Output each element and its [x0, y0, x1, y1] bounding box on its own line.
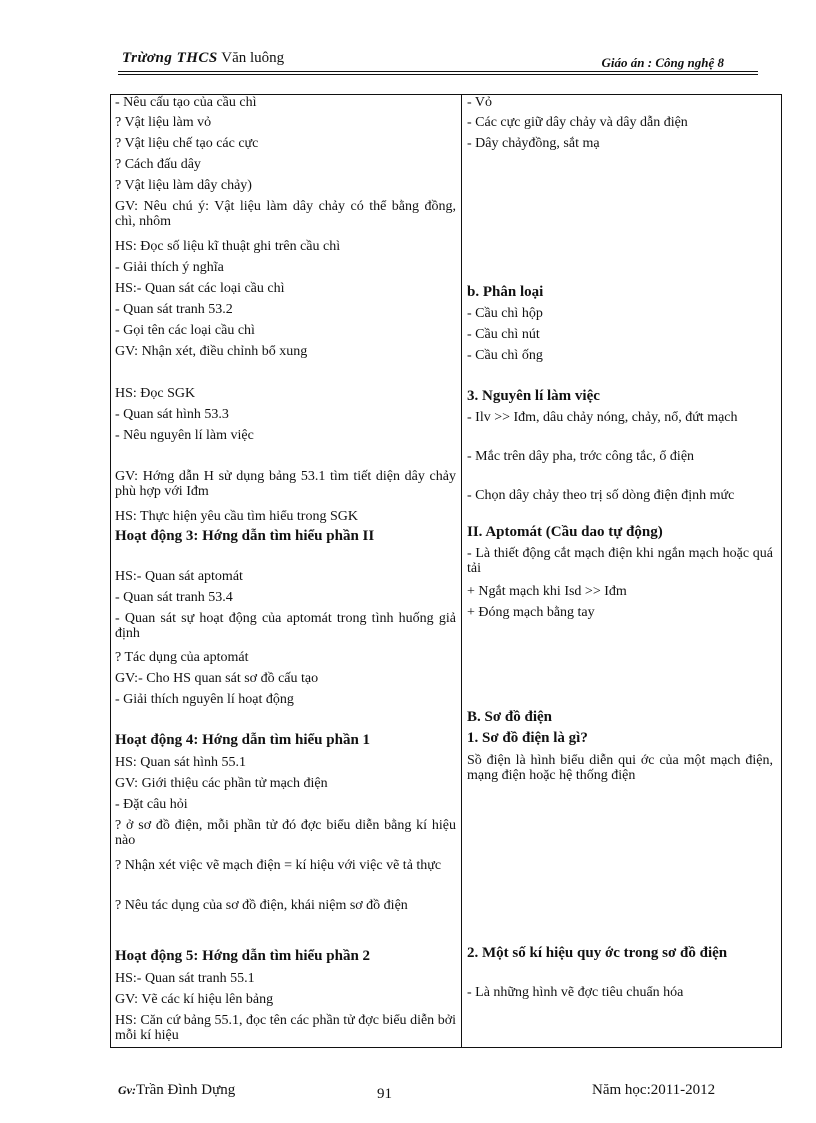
footer-gv-prefix: Gv: [118, 1083, 136, 1097]
text-line: ? Nêu tác dụng của sơ đồ điện, khái niệm sơ đồ điện [115, 898, 408, 913]
text-line: GV: Giới thiệu các phần tử mạch điện [115, 776, 328, 791]
text-line: - Dây chảyđồng, sắt mạ [467, 136, 600, 151]
text-line: - Gọi tên các loại cầu chì [115, 323, 255, 338]
text-line: - Chọn dây chảy theo trị số dòng điện định mức [467, 488, 735, 503]
text-line: Sồ điện là hình biểu diễn qui ớc của một mạch điện, mạng điện hoặc hệ thống điện [467, 753, 773, 783]
text-line: HS: Đọc số liệu kĩ thuật ghi trên cầu chì [115, 239, 341, 254]
footer-teacher [118, 1082, 235, 1099]
text-line: - Quan sát tranh 53.4 [115, 590, 233, 605]
text-line: - Đặt câu hỏi [115, 797, 188, 812]
section-heading: 2. Một số kí hiệu quy ớc trong sơ đồ điện [467, 945, 728, 961]
text-line: HS: Đọc SGK [115, 386, 196, 401]
text-line: - Giải thích nguyên lí hoạt động [115, 692, 294, 707]
section-heading: II. Aptomát (Cầu dao tự động) [467, 524, 663, 540]
text-line: HS:- Quan sát các loại cầu chì [115, 281, 285, 296]
header-school-name: Văn luông [221, 50, 285, 66]
text-line: - Các cực giữ dây chảy và dây dẫn điện [467, 115, 688, 130]
text-line: ? Vật liệu làm vỏ [115, 115, 212, 130]
section-heading: Hoạt động 4: Hớng dẫn tìm hiểu phần 1 [115, 732, 371, 748]
section-heading: Hoạt động 3: Hớng dẫn tìm hiểu phần II [115, 528, 375, 544]
page-number: 91 [377, 1086, 392, 1102]
text-line: - Vỏ [467, 95, 493, 110]
text-line: HS: Căn cứ bảng 55.1, đọc tên các phần tử đợc biểu diễn bởi mỗi kí hiệu [115, 1013, 456, 1043]
section-heading: b. Phân loại [467, 284, 544, 300]
header-school-prefix: Trừơng THCS [122, 50, 218, 66]
text-line: - Quan sát hình 53.3 [115, 407, 229, 422]
section-heading: Hoạt động 5: Hớng dẫn tìm hiểu phần 2 [115, 948, 371, 964]
text-line: - Nêu cấu tạo của cầu chì [115, 95, 257, 110]
header-rule-thin [118, 74, 758, 75]
school-year: Năm học:2011-2012 [592, 1082, 716, 1098]
text-line: - Ilv >> Iđm, dâu chảy nóng, chảy, nổ, đứt mạch [467, 410, 738, 425]
text-line: GV: Vẽ các kí hiệu lên bảng [115, 992, 274, 1007]
column-divider [461, 94, 462, 1048]
text-line: ? Nhận xét việc vẽ mạch điện = kí hiệu với việc vẽ tả thực [115, 858, 442, 873]
text-line: ? Tác dụng của aptomát [115, 650, 249, 665]
text-line: GV:- Cho HS quan sát sơ đồ cấu tạo [115, 671, 319, 686]
section-heading: 3. Nguyên lí làm việc [467, 388, 600, 404]
text-line: ? Vật liệu làm dây chảy) [115, 178, 252, 193]
text-line: - Quan sát tranh 53.2 [115, 302, 233, 317]
text-line: HS: Thực hiện yêu cầu tìm hiểu trong SGK [115, 509, 358, 524]
text-line: - Cầu chì ống [467, 348, 543, 363]
text-line: - Là thiết động cắt mạch điện khi ngắn mạch hoặc quá tải [467, 546, 773, 576]
header-rule-thick [118, 71, 758, 72]
text-line: GV: Nhận xét, điều chỉnh bổ xung [115, 344, 308, 359]
header-school [122, 50, 284, 67]
text-line: - Quan sát sự hoạt động của aptomát trong tình huống giả định [115, 611, 456, 641]
text-line: ? ở sơ đồ điện, mỗi phần tử đó đợc biểu diễn bằng kí hiệu nào [115, 818, 456, 848]
footer-teacher-name: Trần Đình Dựng [136, 1082, 236, 1098]
text-line: + Đóng mạch bằng tay [467, 605, 595, 620]
text-line: - Cầu chì nút [467, 327, 540, 342]
page-header [118, 50, 758, 76]
text-line: GV: Nêu chú ý: Vật liệu làm dây chảy có thể bằng đồng, chì, nhôm [115, 199, 456, 229]
text-line: GV: Hớng dẫn H sử dụng bảng 53.1 tìm tiết diện dây chảy phù hợp với Iđm [115, 469, 456, 499]
text-line: + Ngắt mạch khi Isd >> Iđm [467, 584, 627, 599]
text-line: HS:- Quan sát tranh 55.1 [115, 971, 255, 986]
text-line: ? Vật liệu chế tạo các cực [115, 136, 259, 151]
text-line: - Nêu nguyên lí làm việc [115, 428, 254, 443]
text-line: - Giải thích ý nghĩa [115, 260, 224, 275]
section-heading: B. Sơ đồ điện [467, 709, 553, 725]
text-line: HS: Quan sát hình 55.1 [115, 755, 247, 770]
header-doc-title: Giáo án : Công nghệ 8 [601, 55, 724, 70]
text-line: - Cầu chì hộp [467, 306, 543, 321]
text-line: - Là những hình vẽ đợc tiêu chuẩn hóa [467, 985, 684, 1000]
section-heading: 1. Sơ đồ điện là gì? [467, 730, 588, 746]
text-line: ? Cách đấu dây [115, 157, 201, 172]
text-line: HS:- Quan sát aptomát [115, 569, 243, 584]
text-line: - Mắc trên dây pha, trớc công tắc, ổ điện [467, 449, 695, 464]
